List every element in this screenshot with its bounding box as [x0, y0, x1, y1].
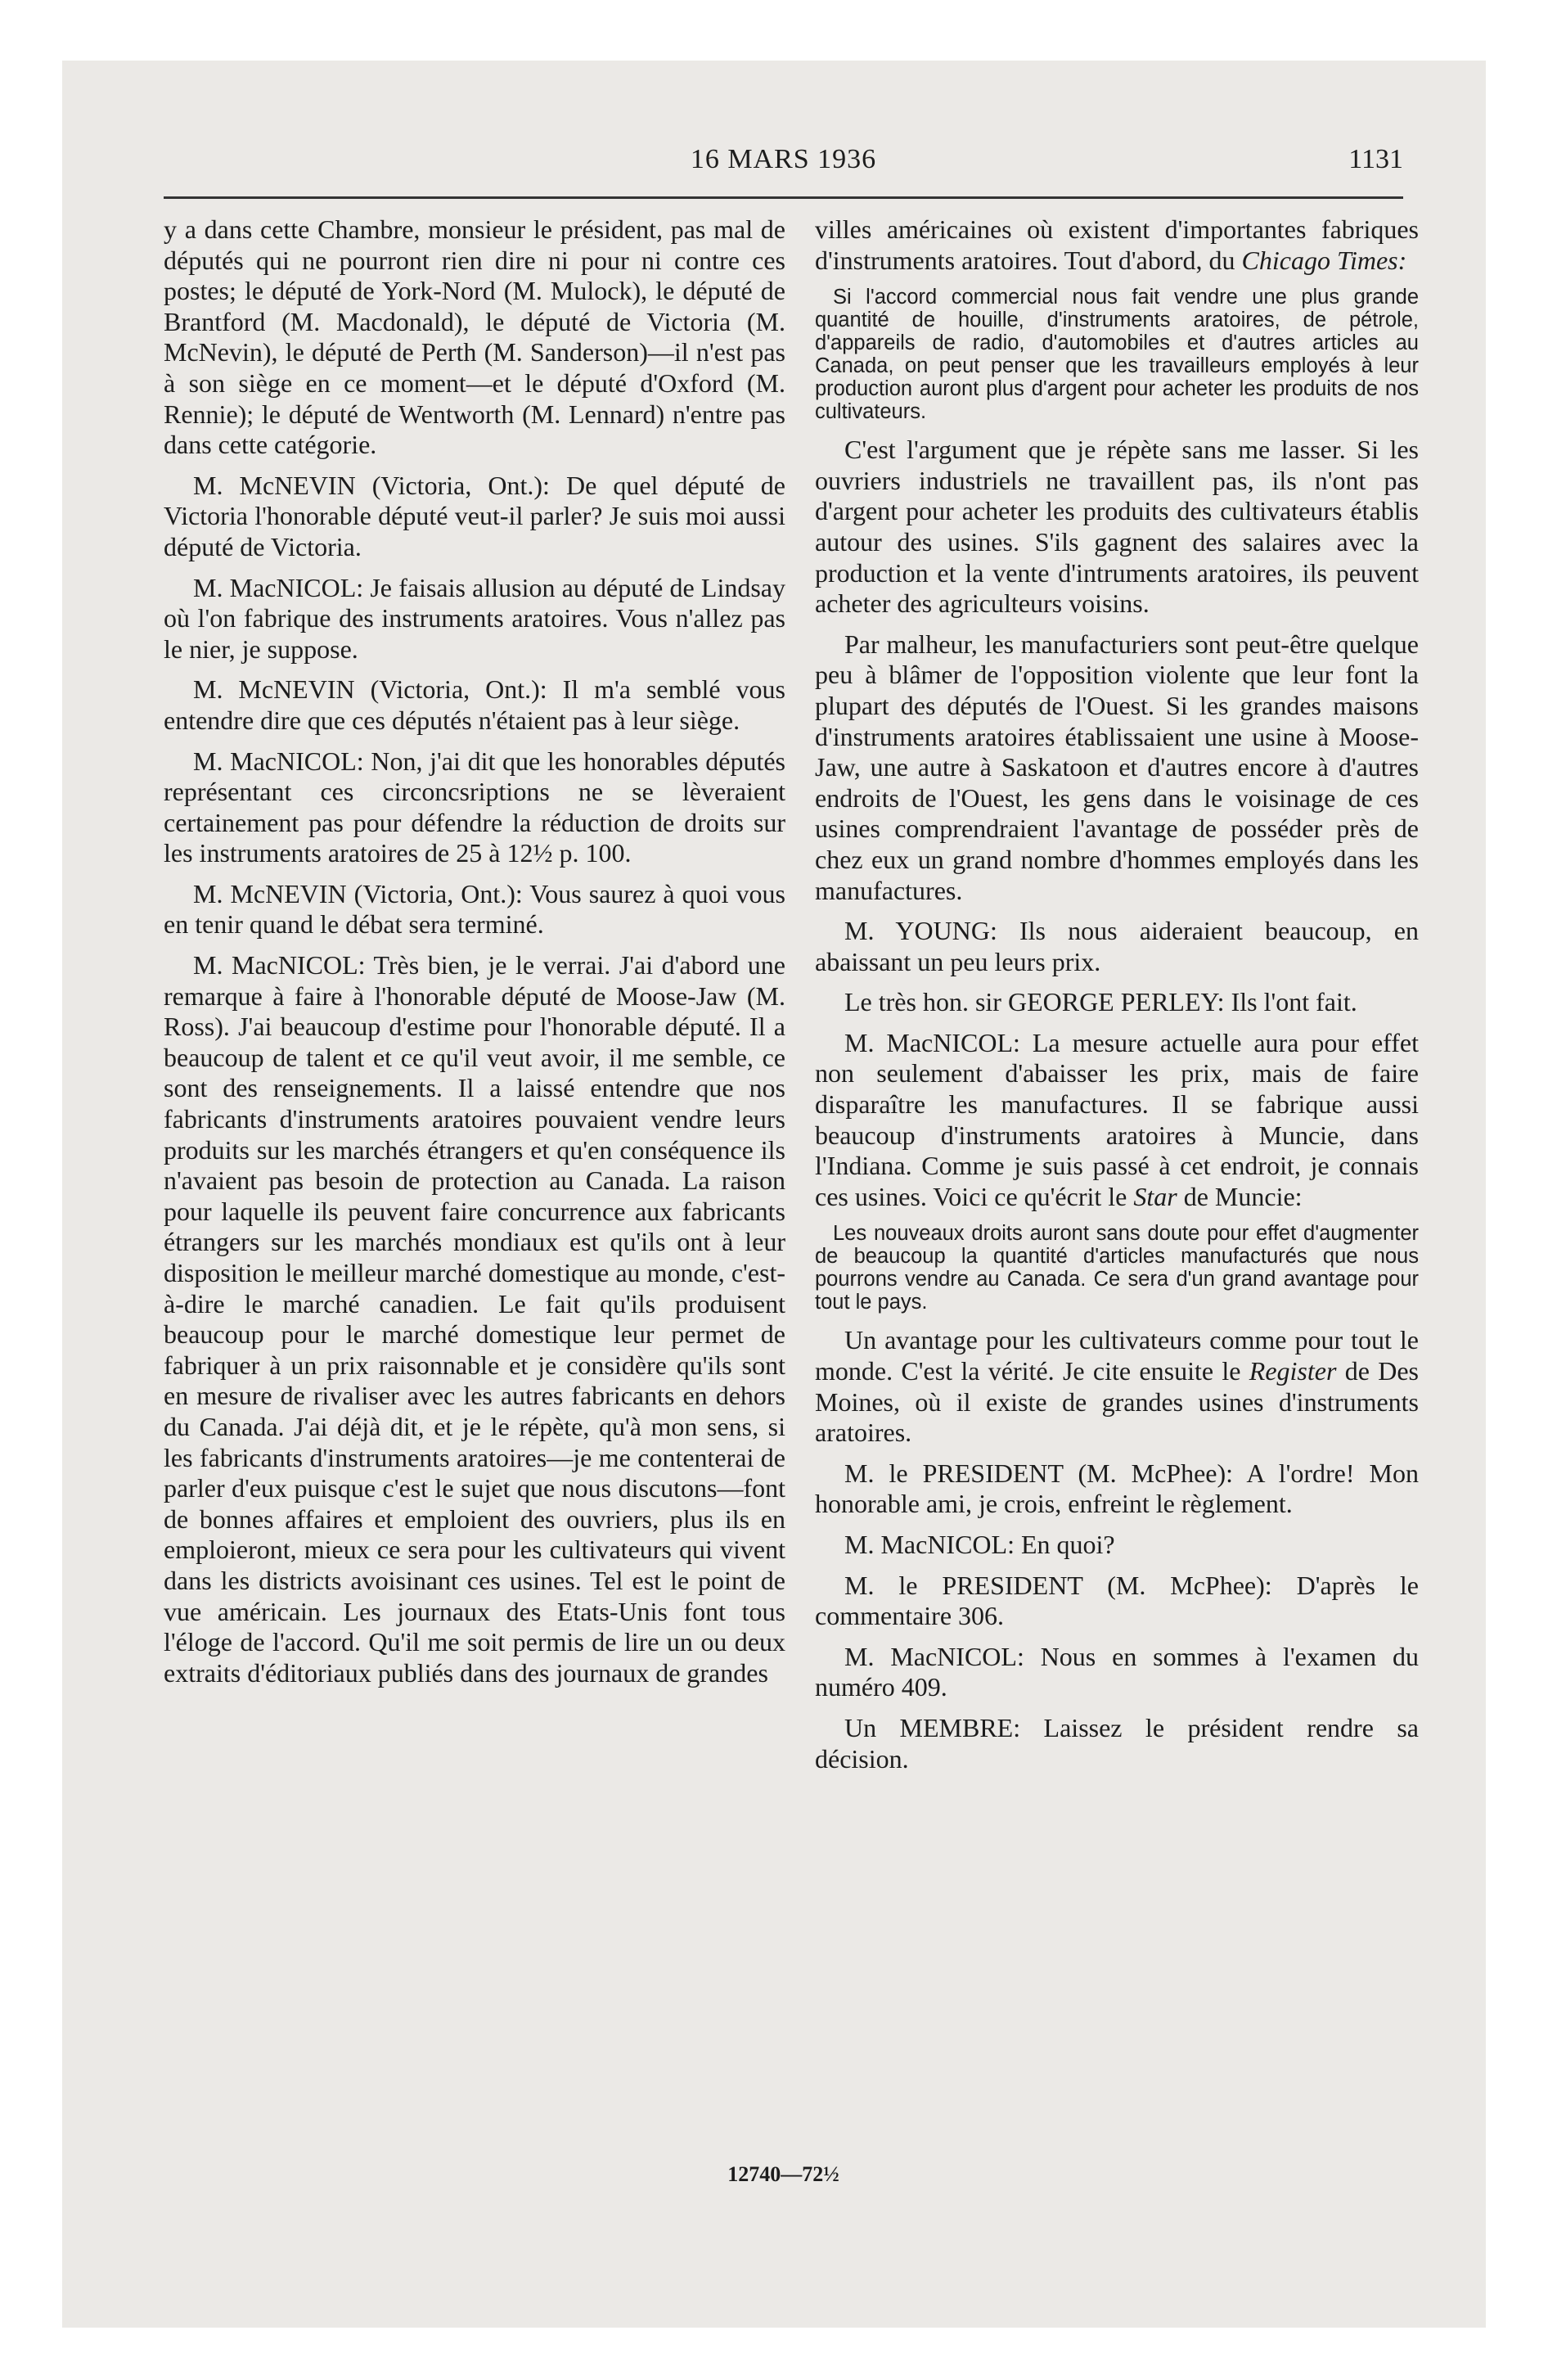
paragraph: M. YOUNG: Ils nous aideraient beaucoup, en abaissant un peu leurs prix. [815, 916, 1419, 976]
right-column [815, 214, 1419, 1784]
page-footer-code: 12740—72½ [727, 2162, 839, 2186]
paragraph [815, 214, 1419, 276]
block-quote: Les nouveaux droits auront sans doute pour effet d'augmenter de beaucoup la quantité d'articles manufacturés que nous pourrons vendre au Canada. Ce sera d'un grand avantage pour tout le pays. [815, 1222, 1419, 1314]
paragraph-text: Un avantage pour les cultivateurs comme pour tout le monde. C'est la vérité. Je cite ensuite le [815, 1325, 1419, 1386]
paragraph: y a dans cette Chambre, monsieur le président, pas mal de députés qui ne pourront rien dire ni pour ni contre ces postes; le député de York-Nord (M. Mulock), le député de Brantford (M. Macdonald), le député de Victoria (M. McNevin), le député de Perth (M. Sanderson)—il n'est pas à son siège en ce moment—et le député d'Oxford (M. Rennie); le député de Wentworth (M. Lennard) n'entre pas dans cette catégorie. [164, 214, 785, 460]
paragraph: Le très hon. sir GEORGE PERLEY: Ils l'ont fait. [844, 987, 1357, 1017]
newspaper-title: Register [1249, 1356, 1337, 1386]
paragraph [815, 1028, 1419, 1213]
paragraph-text: M. MacNICOL: La mesure actuelle aura pour effet non seulement d'abaisser les prix, mais de faire disparaître les manufactures. Il se fabrique aussi beaucoup d'instruments aratoires à Muncie, dans l'Indiana. Comme je suis passé à cet endroit, je connais ces usines. Voici ce qu'écrit le [815, 1027, 1419, 1211]
paragraph: M. McNEVIN (Victoria, Ont.): Vous saurez à quoi vous en tenir quand le débat sera terminé. [164, 878, 785, 940]
paragraph-text: villes américaines où existent d'importantes fabriques d'instruments aratoires. Tout d'abord, du [815, 214, 1419, 275]
paragraph: Par malheur, les manufacturiers sont peut-être quelque peu à blâmer de l'opposition violente que leur font la plupart des députés de l'Ouest. Si les grandes maisons d'instruments aratoires établissaient une usine à Moose-Jaw, une autre à Saskatoon et d'autres encore à d'autres endroits de l'Ouest, les gens dans le voisinage de ces usines comprendraient l'avantage de posséder près de chez eux un grand nombre d'hommes employés dans les manufactures. [815, 629, 1419, 905]
left-column [164, 214, 785, 1698]
paragraph: Un MEMBRE: Laissez le président rendre sa décision. [815, 1712, 1419, 1774]
paragraph: M. MacNICOL: Très bien, je le verrai. J'ai d'abord une remarque à faire à l'honorable député de Moose-Jaw (M. Ross). J'ai beaucoup d'estime pour l'honorable député. Il a beaucoup de talent et ce qu'il veut avoir, il me semble, ce sont des renseignements. Il a laissé entendre que nos fabricants d'instruments aratoires pouvaient vendre leurs produits sur les marchés étrangers et qu'en conséquence ils n'avaient pas besoin de protection au Canada. La raison pour laquelle ils peuvent faire concurrence aux fabricants étrangers sur les marchés mondiaux est qu'ils ont à leur disposition le meilleur marché domestique au monde, c'est-à-dire le marché canadien. Le fait qu'ils produisent beaucoup pour le marché domestique leur permet de fabriquer à un prix raisonnable et je considère qu'ils sont en mesure de rivaliser avec les autres fabricants en dehors du Canada. J'ai déjà dit, et je le répète, qu'à mon sens, si les fabricants d'instruments aratoires—je me contenterai de parler d'eux puisque c'est le sujet que nous discutons—font de bonnes affaires et emploient des ouvriers, plus ils en emploieront, mieux ce sera pour les cultivateurs qui vivent dans les districts avoisinant ces usines. Tel est le point de vue américain. Les journaux des Etats-Unis font tous l'éloge de l'accord. Qu'il me soit permis de lire un ou deux extraits d'éditoriaux publiés dans des journaux de grandes [164, 950, 785, 1688]
paragraph: M. MacNICOL: Je faisais allusion au député de Lindsay où l'on fabrique des instruments aratoires. Vous n'allez pas le nier, je suppose. [164, 572, 785, 664]
paragraph: M. MacNICOL: Nous en sommes à l'examen du numéro 409. [815, 1641, 1419, 1702]
paragraph [815, 1325, 1419, 1448]
paragraph: M. McNEVIN (Victoria, Ont.): Il m'a semblé vous entendre dire que ces députés n'étaient pas à leur siège. [164, 674, 785, 735]
paragraph: M. le PRESIDENT (M. McPhee): A l'ordre! Mon honorable ami, je crois, enfreint le règlement. [815, 1458, 1419, 1519]
paragraph-text: de Muncie: [1177, 1181, 1303, 1211]
newspaper-title: Star [1133, 1181, 1177, 1211]
paragraph: C'est l'argument que je répète sans me lasser. Si les ouvriers industriels ne travaillent pas, ils n'ont pas d'argent pour acheter les produits des cultivateurs établis autour des usines. S'ils gagnent des salaires avec la production et la vente d'intruments aratoires, ils peuvent acheter des agriculteurs voisins. [815, 435, 1419, 619]
paragraph: M. MacNICOL: Non, j'ai dit que les honorables députés représentant ces circoncsriptions ne se lèveraient certainement pas pour défendre la réduction de droits sur les instruments aratoires de 25 à 12½ p. 100. [164, 746, 785, 868]
newspaper-title: Chicago Times: [1241, 245, 1407, 275]
paragraph: M. MacNICOL: En quoi? [844, 1530, 1115, 1559]
paragraph: M. le PRESIDENT (M. McPhee): D'après le commentaire 306. [815, 1570, 1419, 1631]
header-rule [164, 196, 1403, 199]
paragraph: M. McNEVIN (Victoria, Ont.): De quel député de Victoria l'honorable député veut-il parler? Je suis moi aussi député de Victoria. [164, 470, 785, 561]
paragraph-text: de Des Moines, où il existe de grandes usines d'instruments aratoires. [815, 1356, 1419, 1448]
block-quote: Si l'accord commercial nous fait vendre une plus grande quantité de houille, d'instruments aratoires, de pétrole, d'appareils de radio, d'automobiles et d'autres articles au Canada, on peut penser que les travailleurs employés à leur production auront plus d'argent pour acheter les produits de nos cultivateurs. [815, 286, 1419, 424]
page-number: 1131 [1348, 144, 1403, 174]
page-date: 16 MARS 1936 [690, 144, 877, 174]
page-header [164, 139, 1403, 188]
